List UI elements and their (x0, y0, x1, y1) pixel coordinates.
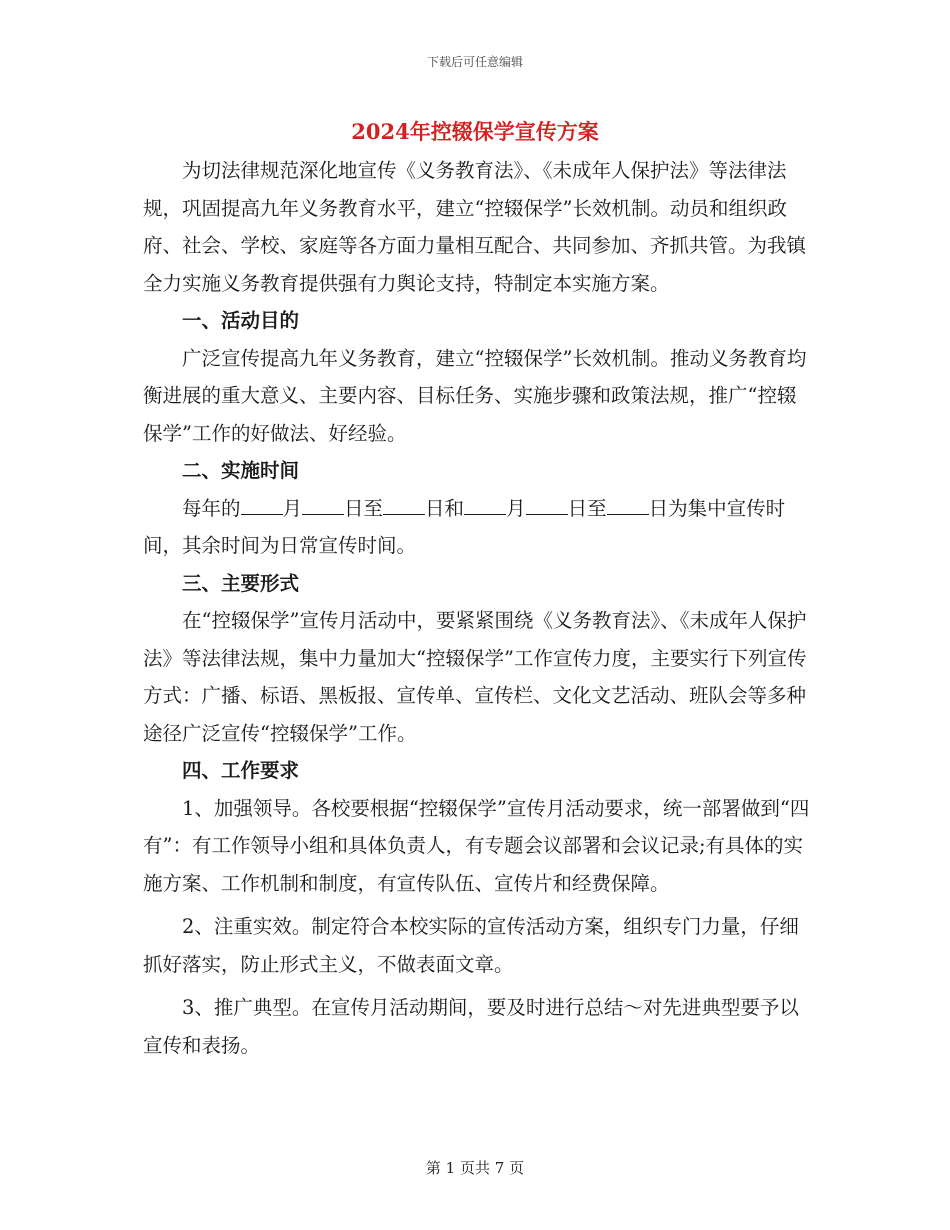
section-heading-time: 二、实施时间 (182, 459, 300, 482)
time-unit-day-and: 日和 (425, 496, 465, 520)
blank-field (241, 494, 283, 515)
section-heading-purpose: 一、活动目的 (182, 309, 300, 332)
document-title: 2024年控辍保学宣传方案 (351, 119, 599, 144)
header-note: 下载后可任意编辑 (426, 55, 523, 69)
requirement-item: 3、推广典型。在宣传月活动期间，要及时进行总结～对先进典型要予以宣传和表扬。 (143, 996, 799, 1057)
time-unit-month: 月 (282, 496, 303, 520)
time-unit-day-to: 日至 (344, 496, 384, 520)
time-prefix: 每年的 (182, 496, 241, 520)
section-heading-requirements: 四、工作要求 (182, 759, 300, 782)
time-unit-month: 月 (506, 496, 526, 520)
section-heading-forms: 三、主要形式 (182, 571, 300, 595)
time-suffix: 日为集中宣传时间，其余时间为日常宣传时间。 (143, 496, 786, 557)
section-purpose-body: 广泛宣传提高九年义务教育，建立“控辍保学”长效机制。推动义务教育均衡进展的重大意义、主要内容、目标任务、实施步骤和政策法规，推广“控辍保学”工作的好做法、好经验。 (143, 346, 807, 445)
blank-field (302, 494, 344, 515)
blank-field (464, 494, 506, 515)
page-footer: 第 1 页共 7 页 (425, 1159, 525, 1177)
blank-field (383, 494, 425, 515)
requirement-item: 1、加强领导。各校要根据“控辍保学”宣传月活动要求，统一部署做到“四有”：有工作领导小组和具体负责人，有专题会议部署和会议记录;有具体的实施方案、工作机制和制度，有宣传队伍、宣传片和经费保障。 (143, 796, 810, 895)
section-forms-body: 在“控辍保学”宣传月活动中，要紧紧围绕《义务教育法》、《未成年人保护法》等法律法规，集中力量加大“控辍保学”工作宣传力度，主要实行下列宣传方式：广播、标语、黑板报、宣传单、宣传栏、文化文艺活动、班队会等多种途径广泛宣传“控辍保学”工作。 (143, 609, 807, 745)
section-time-body (143, 490, 813, 565)
document-body (143, 152, 813, 1064)
intro-paragraph: 为切法律规范深化地宣传《义务教育法》、《未成年人保护法》等法律法规，巩固提高九年义务教育水平，建立“控辍保学”长效机制。动员和组织政府、社会、学校、家庭等各方面力量相互配合、共同参加、齐抓共管。为我镇全力实施义务教育提供强有力舆论支持，特制定本实施方案。 (143, 159, 807, 295)
blank-field (607, 494, 649, 515)
time-unit-day-to: 日至 (567, 496, 607, 520)
blank-field (526, 494, 568, 515)
requirement-item: 2、注重实效。制定符合本校实际的宣传活动方案，组织专门力量，仔细抓好落实，防止形式主义，不做表面文章。 (143, 915, 799, 976)
